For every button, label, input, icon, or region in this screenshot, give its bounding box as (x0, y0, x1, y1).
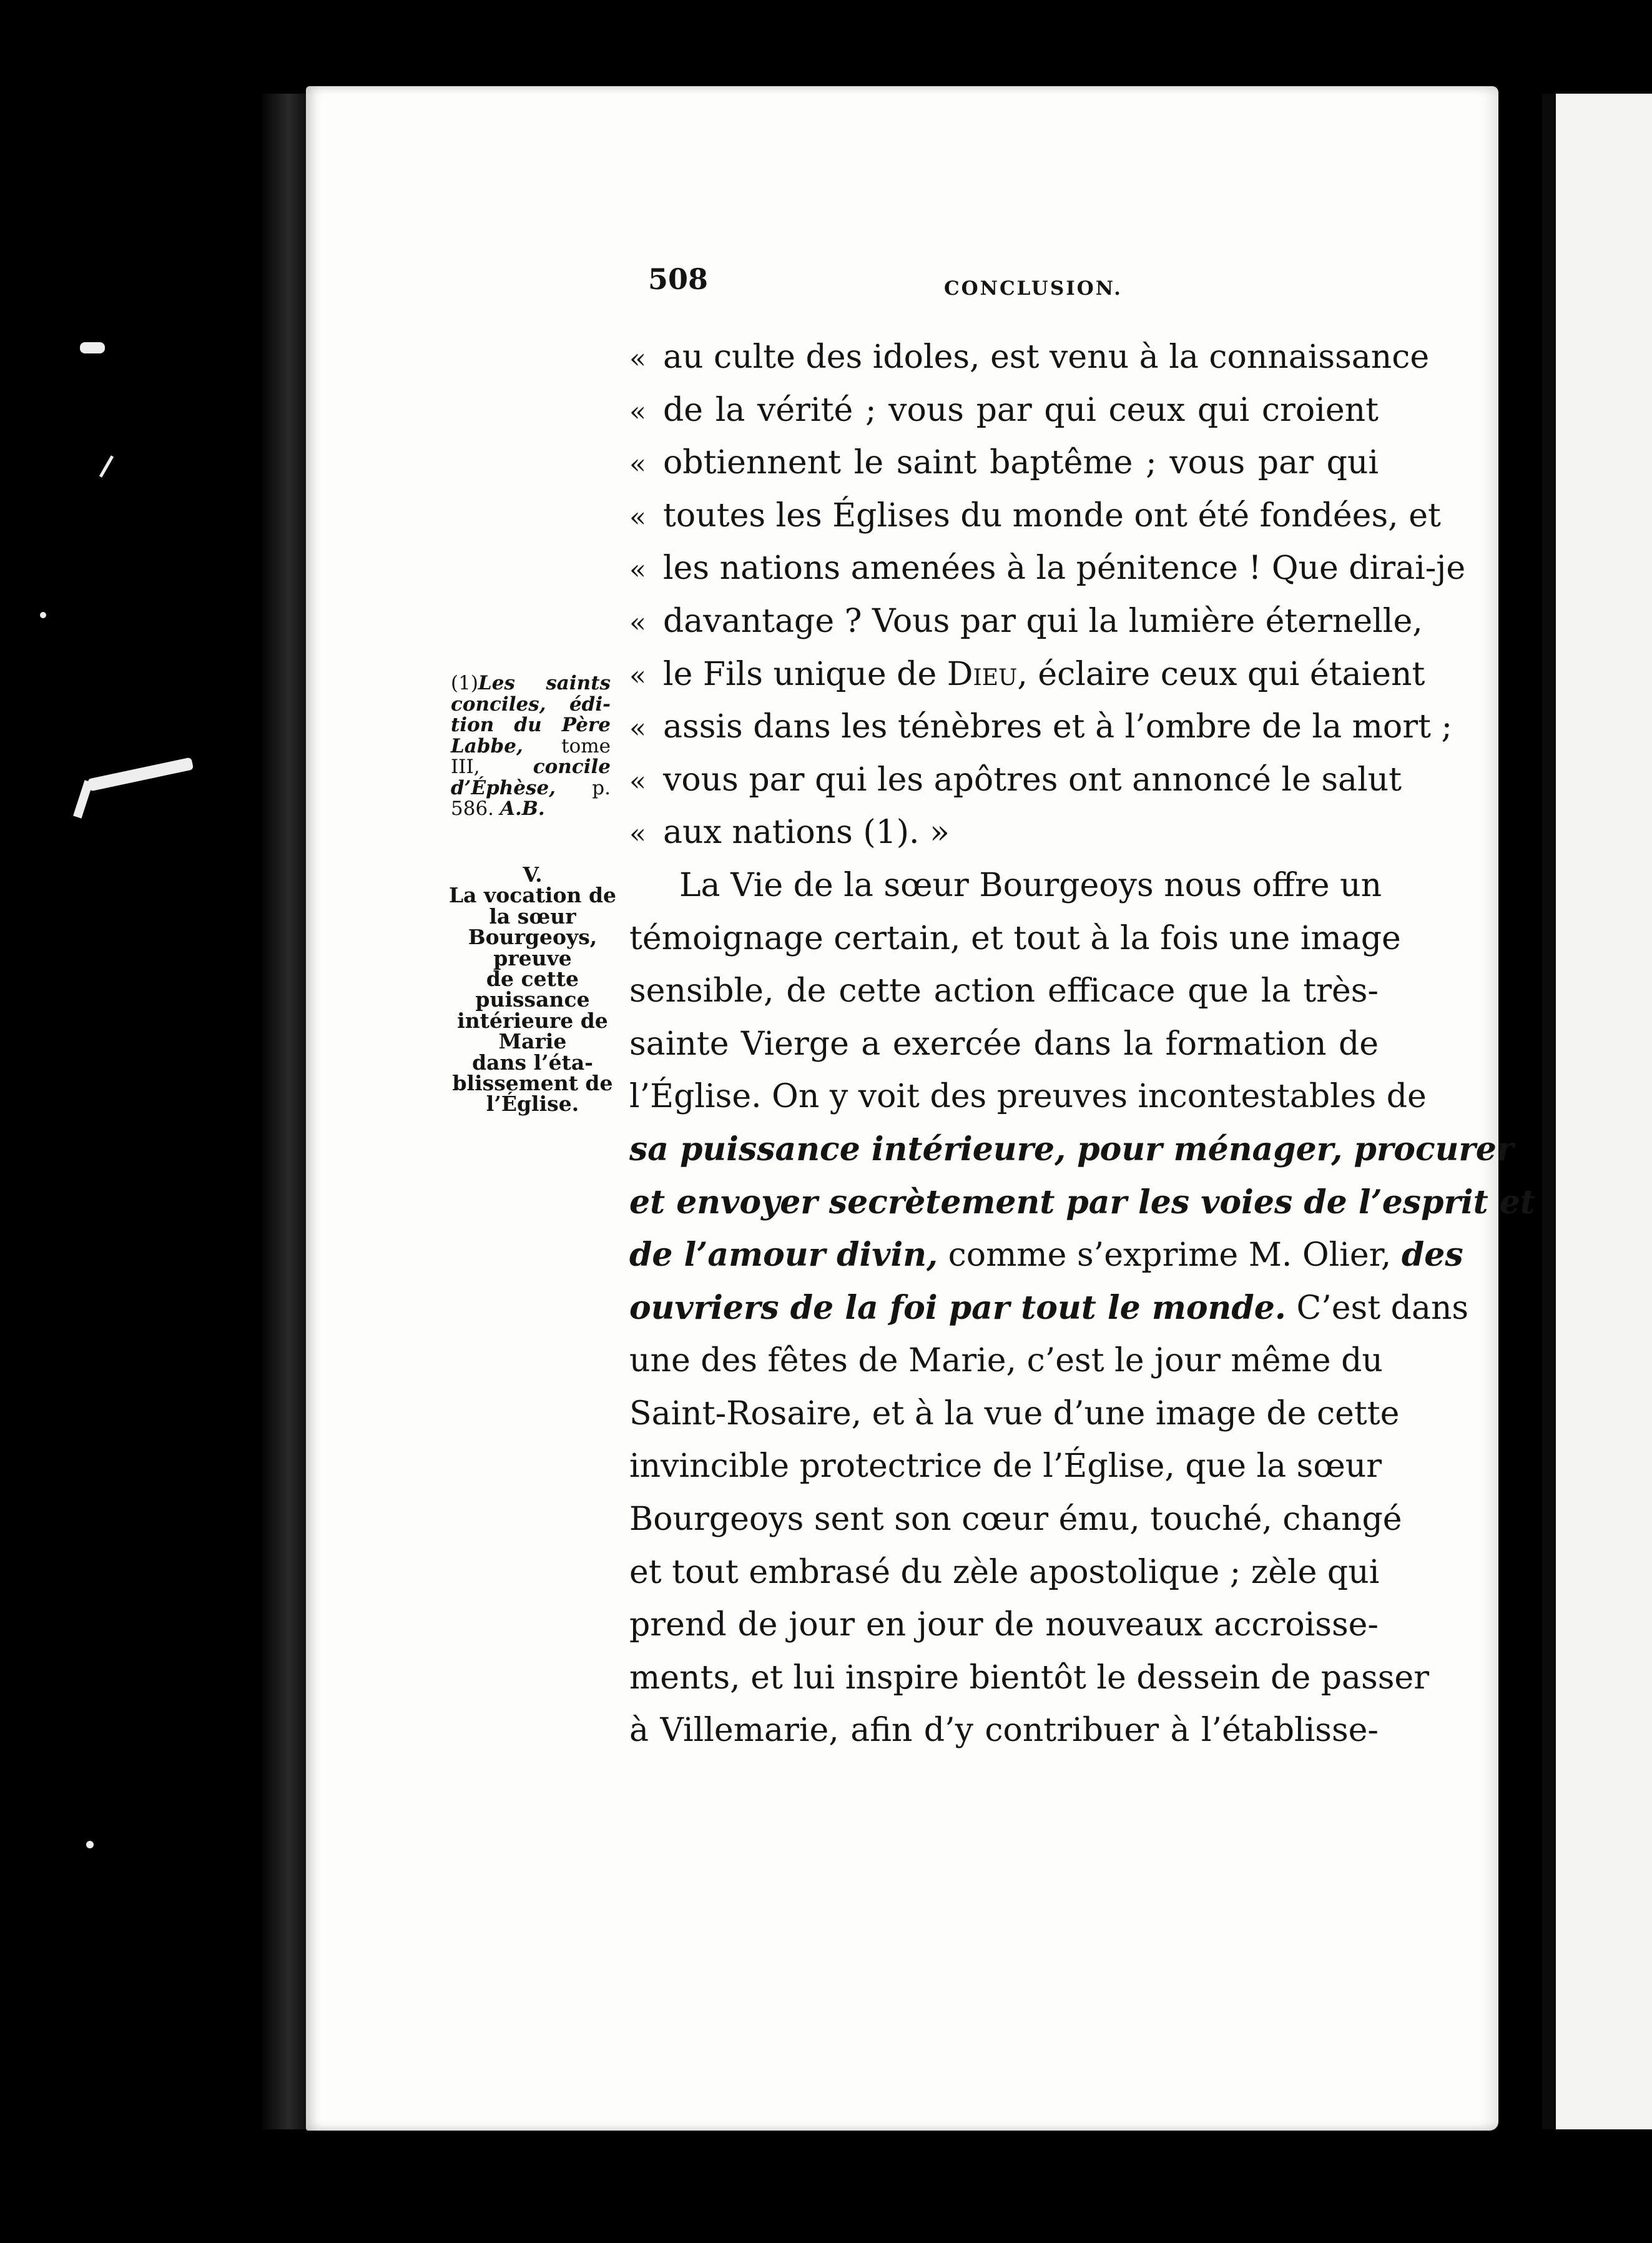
quote-line: « aux nations (1). » (629, 814, 950, 852)
quote-line: « le Fils unique de Dieu, éclaire ceux qui étaient (629, 655, 1425, 693)
summary-line: dans l’éta- (472, 1050, 593, 1075)
paragraph-line: ouvriers de la foi par tout le monde. C’est dans (629, 1288, 1469, 1327)
page-number: 508 (648, 262, 709, 296)
footnote (451, 673, 611, 820)
quote-line: « de la vérité ; vous par qui ceux qui croient (629, 391, 1379, 429)
footnote-line: (1)Les saints (451, 672, 611, 694)
paragraph-line: invincible protectrice de l’Église, que la sœur (629, 1447, 1382, 1486)
quote-line: « vous par qui les apôtres ont annoncé le salut (629, 761, 1402, 799)
paragraph-line: Bourgeoys sent son cœur ému, touché, changé (629, 1501, 1402, 1539)
paragraph-line: La Vie de la sœur Bourgeoys nous offre un (679, 866, 1382, 904)
paragraph-line: à Villemarie, afin d’y contribuer à l’établisse- (629, 1712, 1379, 1750)
book-spine-edge (262, 94, 306, 2129)
paragraph-line: témoignage certain, et tout à la fois une image (629, 919, 1401, 957)
paragraph-line: et tout embrasé du zèle apostolique ; zèle qui (629, 1553, 1380, 1591)
paragraph-line: sensible, de cette action efficace que la très- (629, 972, 1379, 1010)
section-title: CONCLUSION. (944, 277, 1123, 300)
summary-line: La vocation de (448, 883, 617, 908)
summary-line: Marie (498, 1029, 567, 1054)
paragraph-line: prend de jour en jour de nouveaux accroisse- (629, 1606, 1379, 1644)
dieu-small-caps: Dieu (946, 655, 1018, 693)
scan-speck (87, 757, 194, 792)
footnote-line: conciles, édi- (451, 693, 611, 716)
footnote-line: 586. A.B. (451, 797, 545, 820)
summary-line: intérieure de (457, 1008, 608, 1033)
scan-speck (73, 780, 93, 818)
quote-line: « assis dans les ténèbres et à l’ombre de la mort ; (629, 708, 1453, 746)
footnote-line: tion du Père (451, 714, 611, 736)
footnote-line: III, concile (451, 756, 611, 778)
paragraph-line: une des fêtes de Marie, c’est le jour même du (629, 1342, 1383, 1380)
quote-line: « obtiennent le saint baptême ; vous par qui (629, 444, 1379, 482)
summary-line: de cette (486, 967, 579, 992)
facing-page-edge (1542, 94, 1652, 2129)
summary-line: la sœur (489, 904, 576, 929)
summary-line: blissement de (452, 1071, 613, 1096)
scan-speck (99, 455, 114, 477)
margin-summary (442, 864, 623, 1115)
quote-line: « toutes les Églises du monde ont été fondées, et (629, 496, 1441, 535)
paragraph-line: Saint-Rosaire, et à la vue d’une image de cette (629, 1394, 1400, 1432)
paragraph-line: et envoyer secrètement par les voies de l’esprit et (629, 1183, 1535, 1221)
body-text (629, 331, 1535, 1757)
quote-line: « les nations amenées à la pénitence ! Que dirai-je (629, 550, 1466, 588)
paragraph-line: sainte Vierge a exercée dans la formation de (629, 1025, 1379, 1063)
section-numeral: V. (523, 862, 543, 887)
scan-speck (86, 1841, 94, 1848)
summary-line: l’Église. (486, 1092, 579, 1117)
paragraph-line: sa puissance intérieure, pour ménager, procurer (629, 1130, 1514, 1168)
scan-speck (80, 342, 105, 353)
paragraph-line: ments, et lui inspire bientôt le dessein de passer (629, 1659, 1430, 1697)
summary-line: puissance (475, 987, 590, 1012)
summary-line: preuve (493, 945, 572, 970)
summary-line: Bourgeoys, (468, 925, 597, 950)
footnote-line: d’Éphèse, p. (451, 776, 611, 799)
scan-speck (40, 612, 46, 618)
quote-line: « davantage ? Vous par qui la lumière éternelle, (629, 602, 1423, 640)
footnote-line: Labbe, tome (451, 734, 611, 757)
paragraph-line: l’Église. On y voit des preuves incontestables de (629, 1078, 1427, 1116)
quote-line: « au culte des idoles, est venu à la connaissance (629, 338, 1430, 376)
running-head (648, 262, 1123, 306)
paragraph-line: de l’amour divin, comme s’exprime M. Olier, des (629, 1236, 1463, 1274)
